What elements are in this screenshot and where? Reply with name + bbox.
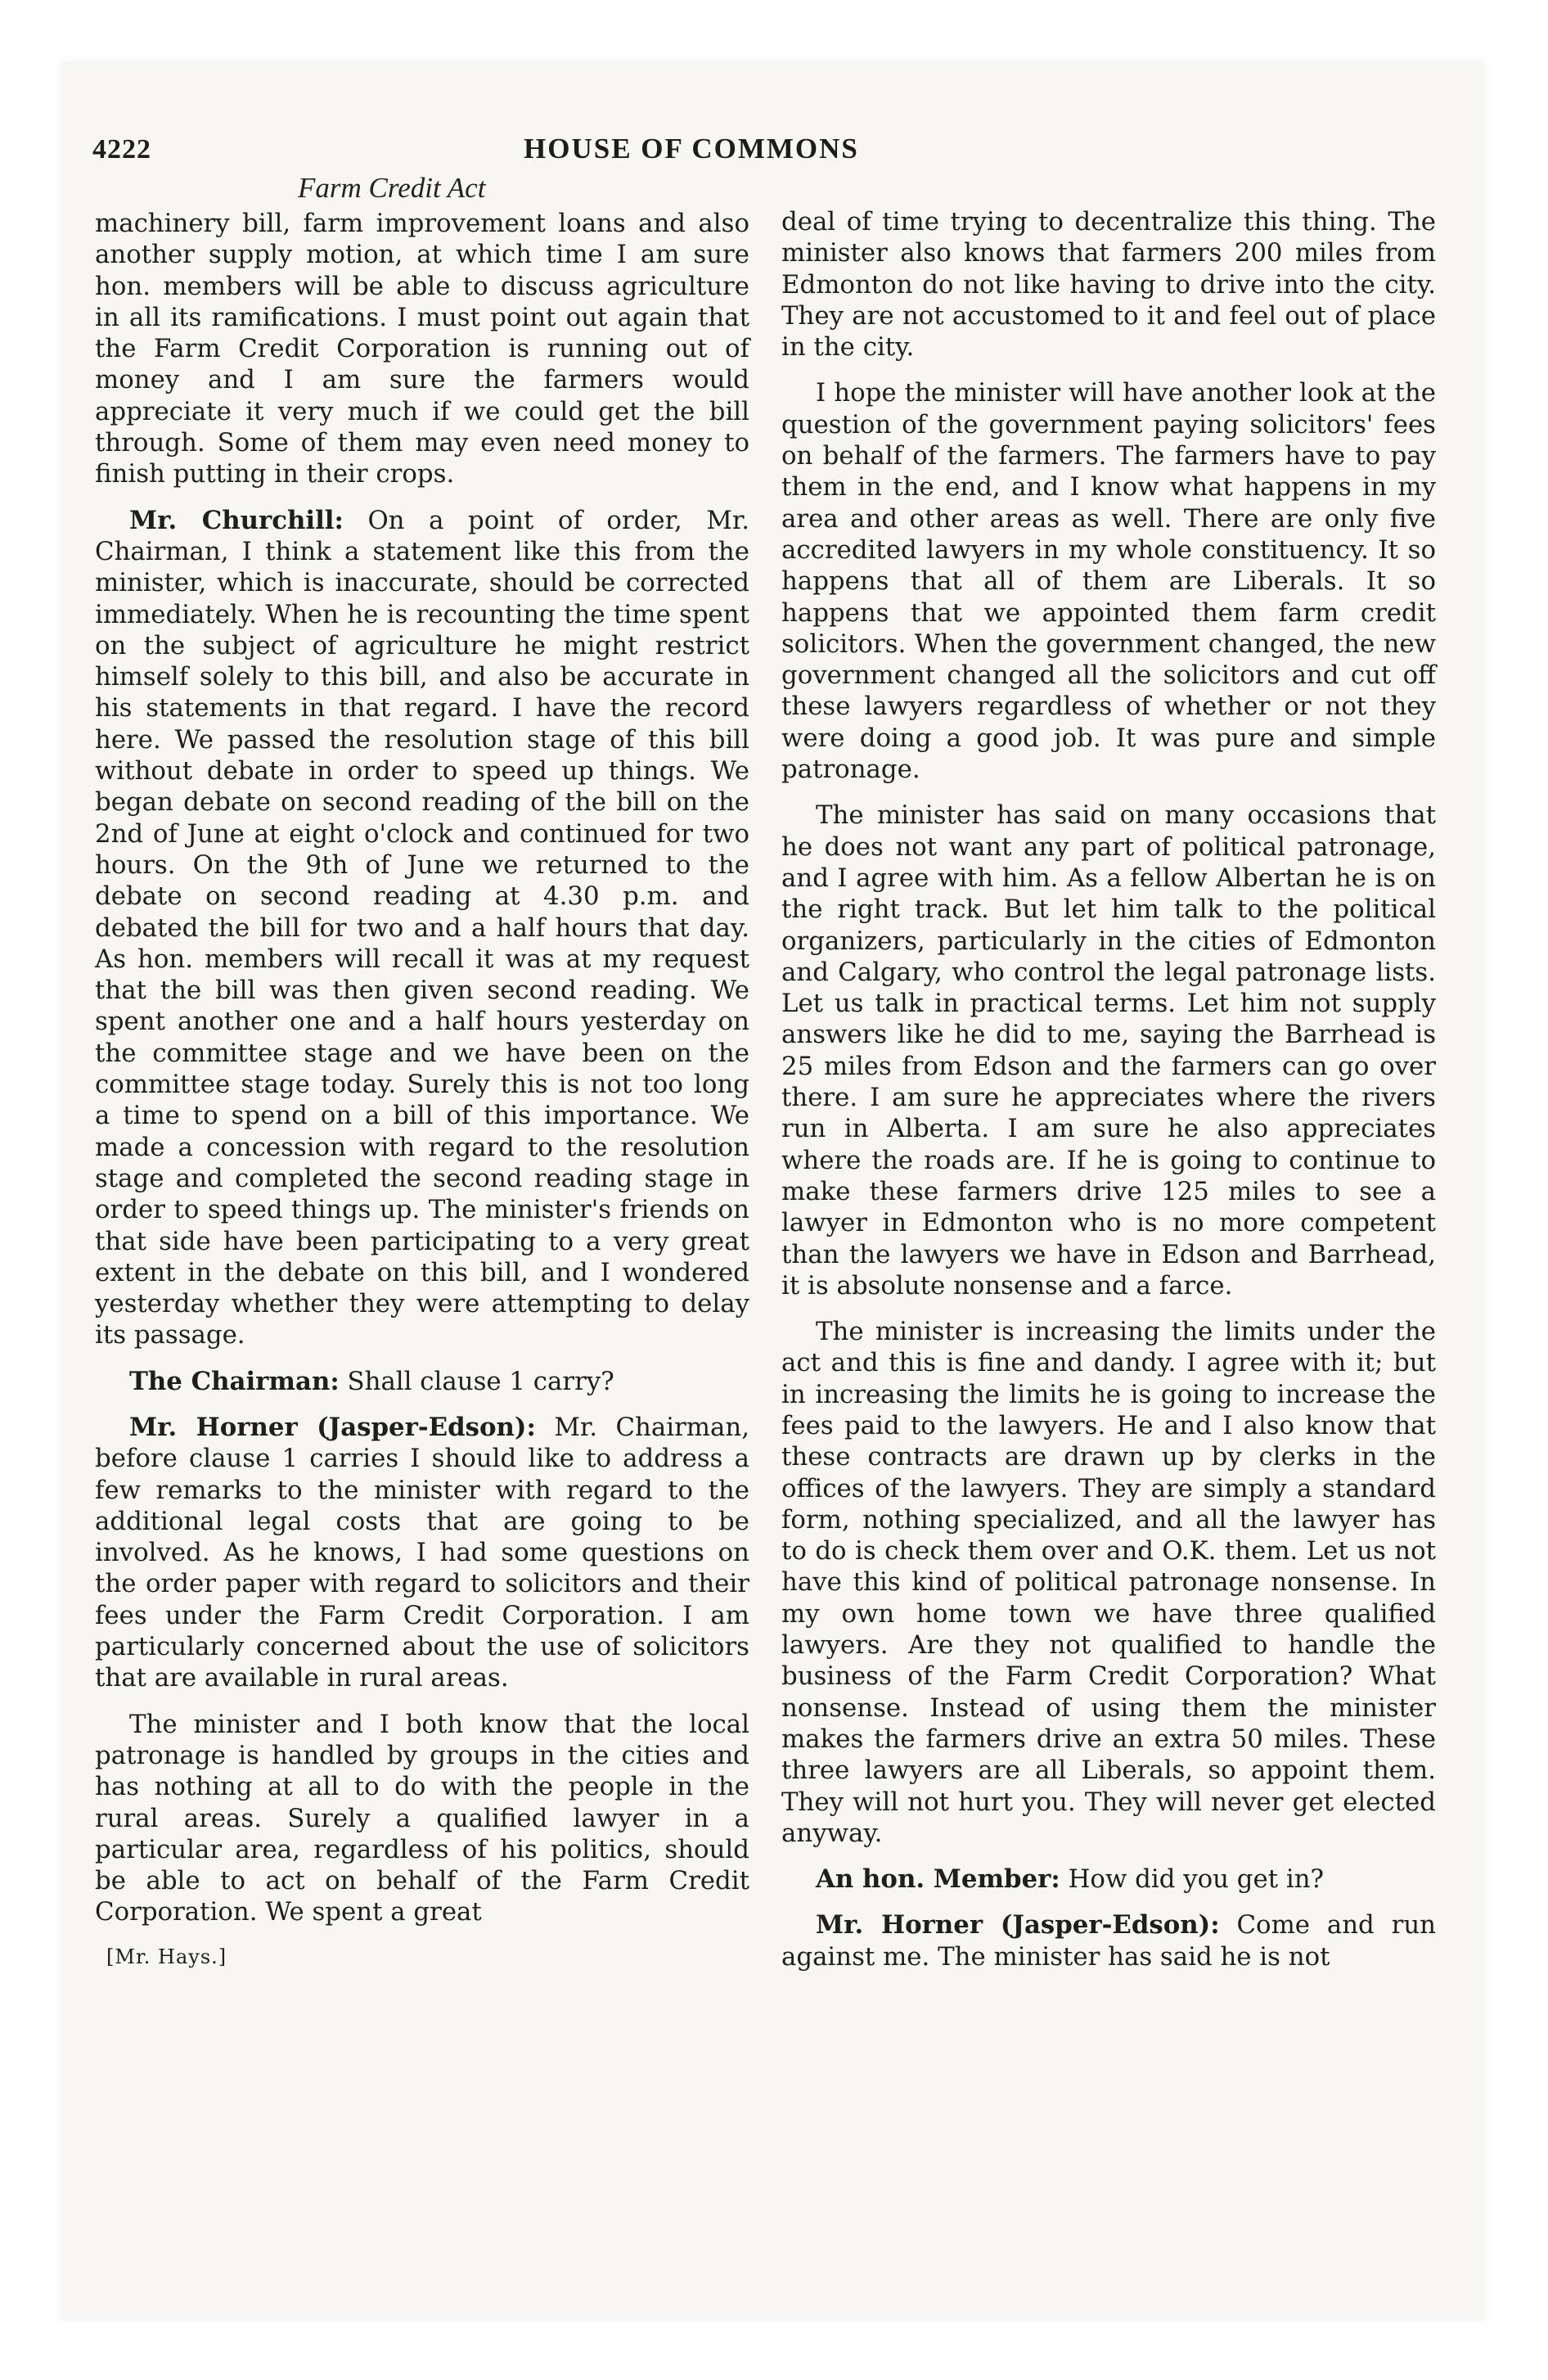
- paragraph: [781, 1864, 1436, 1895]
- right-column: [781, 206, 1436, 1972]
- paragraph: I hope the minister will have another look at the question of the government paying solicitors' fees on behalf of the farmers. The farmers have to pay them in the end, and I know what happens in my area and other areas as well. There are only five accredited lawyers in my whole constituency. It so happens that all of them are Liberals. It so happens that we appointed them farm credit solicitors. When the government changed, the new government changed all the solicitors and cut off these lawyers regardless of whether or not they were doing a good job. It was pure and simple patronage.: [781, 378, 1436, 785]
- paragraph: [95, 505, 749, 1351]
- paragraph: [781, 1909, 1436, 1972]
- speech-text: Mr. Chairman, before clause 1 carries I should like to address a few remarks to the minister with regard to the additional legal costs that are going to be involved. As he knows, I had some questions on the order paper with regard to solicitors and their fees under the Farm Credit Corporation. I am particularly concerned about the use of solicitors that are available in rural areas.: [95, 1412, 749, 1693]
- footer-note: [Mr. Hays.]: [106, 1945, 227, 1968]
- left-column: [95, 208, 749, 1972]
- speaker-name: Mr. Churchill:: [129, 505, 344, 535]
- paragraph: The minister has said on many occasions that he does not want any part of political patronage, and I agree with him. As a fellow Albertan he is on the right track. But let him talk to the political organizers, particularly in the cities of Edmonton and Calgary, who control the legal patronage lists. Let us talk in practical terms. Let him not supply answers like he did to me, saying the Barrhead is 25 miles from Edson and the farmers can go over there. I am sure he appreciates where the rivers run in Alberta. I am sure he also appreciates where the roads are. If he is going to continue to make these farmers drive 125 miles to see a lawyer in Edmonton who is no more competent than the lawyers we have in Edson and Barrhead, it is absolute nonsense and a farce.: [781, 800, 1436, 1300]
- page-number: 4222: [92, 134, 151, 165]
- speaker-name: An hon. Member:: [816, 1864, 1060, 1895]
- paragraph: The minister and I both know that the local patronage is handled by groups in the cities and has nothing at all to do with the people in the rural areas. Surely a qualified lawyer in a particular area, regardless of his politics, should be able to act on behalf of the Farm Credit Corporation. We spent a great: [95, 1709, 749, 1927]
- speaker-name: Mr. Horner (Jasper-Edson):: [129, 1412, 536, 1442]
- paragraph: deal of time trying to decentralize this thing. The minister also knows that farmers 200 miles from Edmonton do not like having to drive into the city. They are not accustomed to it and feel out of place in the city.: [781, 207, 1436, 363]
- speech-text: Shall clause 1 carry?: [347, 1366, 614, 1396]
- speech-text: Come and run against me. The minister has said he is not: [781, 1910, 1436, 1972]
- speech-text: On a point of order, Mr. Chairman, I think a statement like this from the minister, which is inaccurate, should be corrected immediately. When he is recounting the time spent on the subject of agriculture he might restrict himself solely to this bill, and also be accurate in his statements in that regard. I have the record here. We passed the resolution stage of this bill without debate in order to speed up things. We began debate on second reading of the bill on the 2nd of June at eight o'clock and continued for two hours. On the 9th of June we returned to the debate on second reading at 4.30 p.m. and debated the bill for two and a half hours that day. As hon. members will recall it was at my request that the bill was then given second reading. We spent another one and a half hours yesterday on the committee stage and we have been on the committee stage today. Surely this is not too long a time to spend on a bill of this importance. We made a concession with regard to the resolution stage and completed the second reading stage in order to speed things up. The minister's friends on that side have been participating to a very great extent in the debate on this bill, and I wondered yesterday whether they were attempting to delay its passage.: [95, 505, 750, 1350]
- paragraph: machinery bill, farm improvement loans and also another supply motion, at which time I am sure hon. members will be able to discuss agriculture in all its ramifications. I must point out again that the Farm Credit Corporation is running out of money and I am sure the farmers would appreciate it very much if we could get the bill through. Some of them may even need money to finish putting in their crops.: [95, 209, 749, 489]
- section-title: Farm Credit Act: [298, 172, 486, 204]
- speaker-name: The Chairman:: [129, 1366, 340, 1396]
- speech-text: How did you get in?: [1068, 1864, 1325, 1895]
- paragraph: [95, 1366, 749, 1397]
- running-head: HOUSE OF COMMONS: [524, 133, 859, 165]
- speaker-name: Mr. Horner (Jasper-Edson):: [816, 1910, 1220, 1941]
- paragraph: [95, 1412, 749, 1694]
- paragraph: The minister is increasing the limits under the act and this is fine and dandy. I agree with it; but in increasing the limits he is going to increase the fees paid to the lawyers. He and I also know that these contracts are drawn up by clerks in the offices of the lawyers. They are simply a standard form, nothing specialized, and all the lawyer has to do is check them over and O.K. them. Let us not have this kind of political patronage nonsense. In my own home town we have three qualified lawyers. Are they not qualified to handle the business of the Farm Credit Corporation? What nonsense. Instead of using them the minister makes the farmers drive an extra 50 miles. These three lawyers are all Liberals, so appoint them. They will not hurt you. They will never get elected anyway.: [781, 1317, 1436, 1848]
